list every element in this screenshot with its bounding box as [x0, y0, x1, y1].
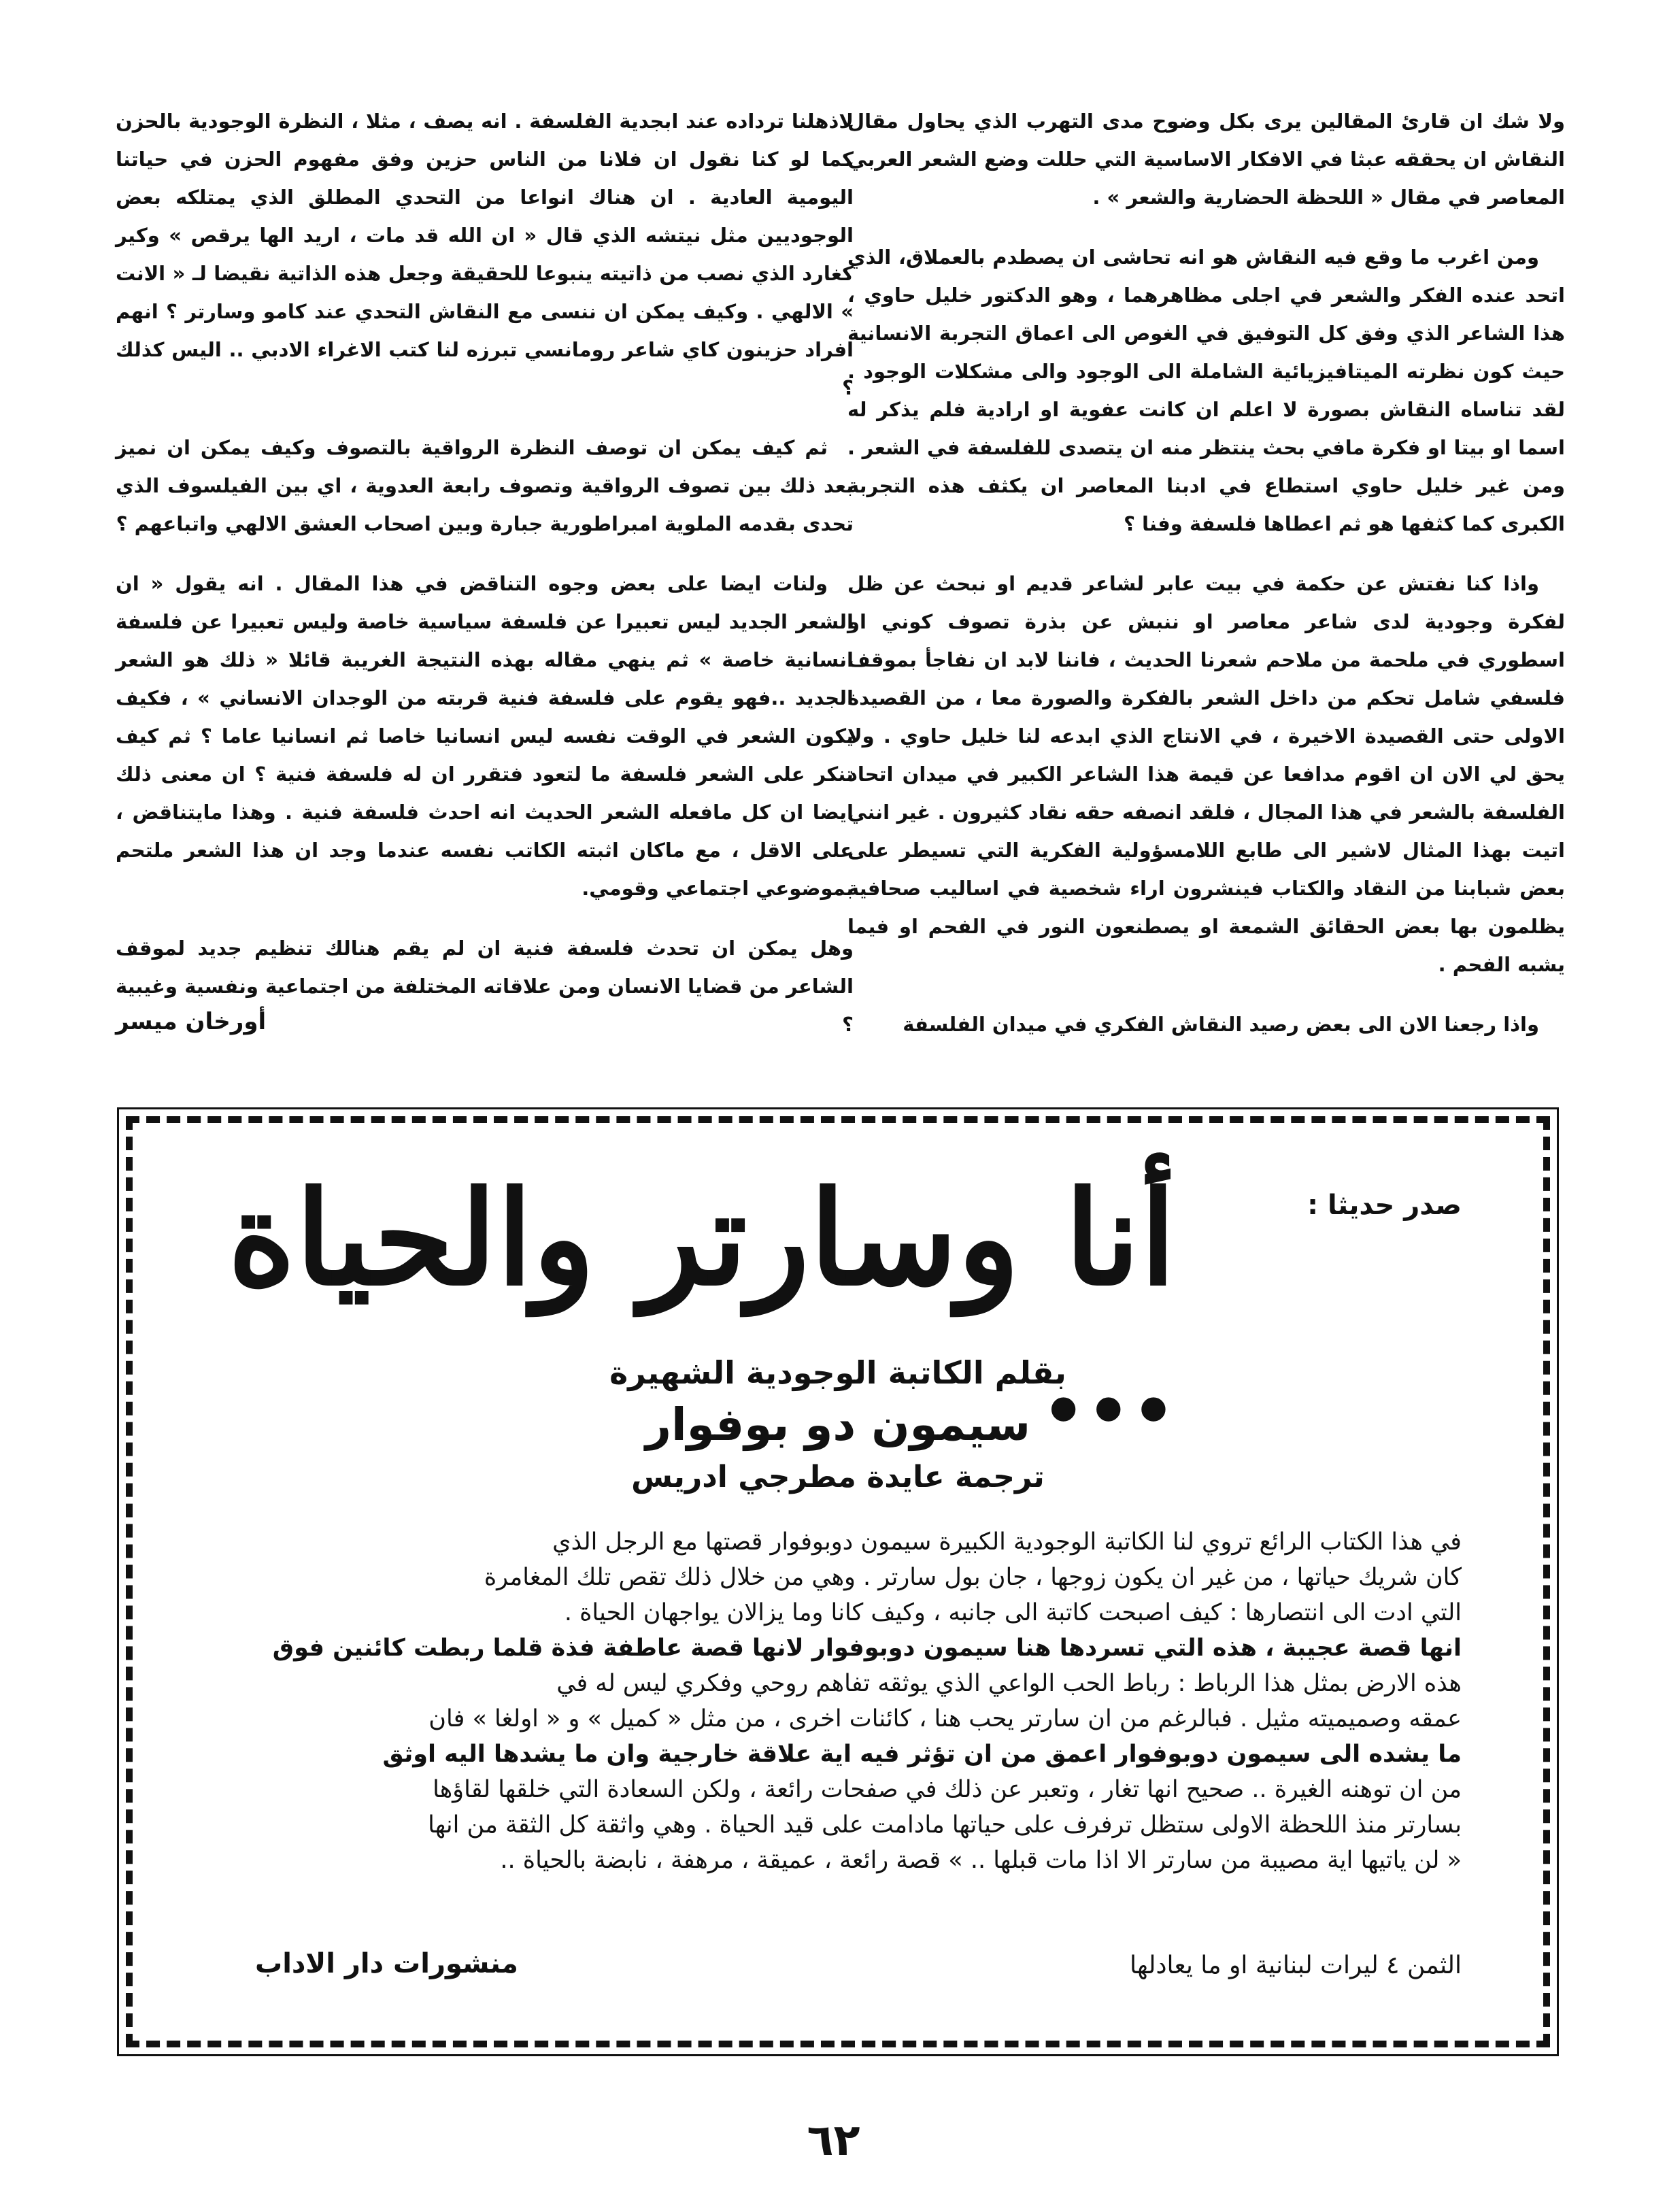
- description-line: التي ادت الى انتصارها : كيف اصبحت كاتبة الى جانبه ، وكيف كانا وما يزالان يواجهان الحياة .: [564, 1599, 1462, 1626]
- description-line: من ان توهنه الغيرة .. صحيح انها تغار ، وتعبر عن ذلك في صفحات رائعة ، ولكن السعادة التي خلقها لقاؤها: [433, 1776, 1462, 1803]
- description-line: ما يشده الى سيمون دوبوفوار اعمق من ان تؤثر فيه اية علاقة خارجية وان ما يشدها اليه اوثق: [382, 1741, 1462, 1768]
- paragraph: واذا رجعنا الان الى بعض رصيد النقاش الفكري في ميدان الفلسفة: [903, 1013, 1539, 1036]
- book-title: أنا وسارتر والحياة ...: [227, 1162, 1176, 1450]
- book-advertisement: [117, 1107, 1559, 2056]
- paragraph: واذا كنا نفتش عن حكمة في بيت عابر لشاعر قديم او نبحث عن ظل لفكرة وجودية لدى شاعر معاصر او ننبش عن بذرة تصوف كوني او اسطوري في ملحمة من ملاحم شعرنا الحديث ، فاننا لابد ان نفاجأ بموقف فلسفي شامل تحكم من داخل الشعر بالفكرة والصورة معا ، من القصيدة الاولى حتى القصيدة الاخيرة ، في الانتاج الذي ابدعه لنا خليل حاوي . ولا يحق لي الان ان اقوم مدافعا عن قيمة هذا الشاعر الكبير في ميدان اتحاد الفلسفة بالشعر في هذا المجال ، فلقد انصفه حقه نقاد كثيرون . غير انني اتيت بهذا المثال لاشير الى طابع اللامسؤولية الفكرية التي تسيطر على بعض شبابنا من النقاد والكتاب فينشرون اراء شخصية في اساليب صحافية يظلمون بها بعض الحقائق الشمعة او يصطنعون النور في الفحم او فيما يشبه الفحم .: [847, 572, 1565, 976]
- article-right-column: [847, 102, 1565, 1065]
- paragraph: ومن اغرب ما وقع فيه النقاش هو انه تحاشى ان يصطدم بالعملاق، الذي اتحد عنده الفكر والشعر في اجلى مظاهرهما ، وهو الدكتور خليل حاوي ، هذا الشاعر الذي وفق كل التوفيق في الغوص الى اعماق التجربة الانسانية حيث كون نظرته الميتافيزيائية الشاملة الى الوجود والى مشكلات الوجود . لقد تناساه النقاش بصورة لا اعلم ان كانت عفوية او ارادية فلم يذكر له اسما او بيتا او فكرة مافي بحث ينتظر منه ان يتصدى للفلسفة في الشعر . ومن غير خليل حاوي استطاع في ادبنا المعاصر ان يكثف هذه التجربة الكبرى كما كثفها هو ثم اعطاها فلسفة وفنا ؟: [847, 246, 1565, 535]
- description-line: في هذا الكتاب الرائع تروي لنا الكاتبة الوجودية الكبيرة سيمون دوبوفوار قصتها مع الرجل الذي: [552, 1528, 1462, 1556]
- book-author-name: سيمون دو بوفوار: [645, 1398, 1031, 1451]
- paragraph: وهل يمكن ان تحدث فلسفة فنية ان لم يقم هنالك تنظيم جديد لموقف الشاعر من قضايا الانسان ومن علاقاته المختلفة من اجتماعية ونفسية وغيبية ؟: [116, 937, 854, 1036]
- paragraph: لاذهلنا ترداده عند ابجدية الفلسفة . انه يصف ، مثلا ، النظرة الوجودية بالحزن كما لو كنا نقول ان فلانا من الناس حزين وفق مفهوم الحزن في حياتنا اليومية العادية . ان هناك انواعا من التحدي المطلق الذي يمتلكه بعض الوجوديين مثل نيتشه الذي قال « ان الله قد مات ، اريد الها يرقص » وكير كغارد الذي نصب من ذاتيته ينبوعا للحقيقة وجعل هذه الذاتية نقيضا لـ « الانت » الالهي . وكيف يمكن ان ننسى مع النقاش التحدي عند كامو وسارتر ؟ انهم افراد حزينون كاي شاعر رومانسي تبرزه لنا كتب الاغراء الادبي .. اليس كذلك ؟: [116, 110, 854, 399]
- article-left-column: [116, 102, 854, 1065]
- description-line: « لن ياتيها اية مصيبة من سارتر الا اذا مات قبلها .. » قصة رائعة ، عميقة ، مرهفة ، نابضة بالحياة ..: [500, 1847, 1462, 1874]
- paragraph: ولنات ايضا على بعض وجوه التناقض في هذا المقال . انه يقول « ان الشعر الجديد ليس تعبيرا عن فلسفة سياسية خاصة وليس تعبيرا عن فلسفة انسانية خاصة » ثم ينهي مقاله بهذه النتيجة الغريبة قائلا « ذلك هو الشعر الجديد ..فهو يقوم على فلسفة فنية قربته من الوجدان الانساني » ، فكيف يكون الشعر في الوقت نفسه ليس انسانيا خاصا ثم انسانيا عاما ؟ ثم كيف تنكر على الشعر فلسفة ما لتعود فتقرر ان له فلسفة فنية ؟ ان معنى ذلك ايضا ان كل مافعله الشعر الحديث انه احدث فلسفة فنية . وهذا مايتناقض ، على الاقل ، مع ماكان اثبته الكاتب نفسه عندما وجد ان هذا الشعر ملتحم بموضوعي اجتماعي وقومي.: [116, 572, 854, 900]
- description-line: كان شريك حياتها ، من غير ان يكون زوجها ، جان بول سارتر . وهي من خلال ذلك تقص تلك المغامرة: [484, 1564, 1462, 1591]
- price: الثمن ٤ ليرات لبنانية او ما يعادلها: [1129, 1951, 1462, 1979]
- description-line: بسارتر منذ اللحظة الاولى ستظل ترفرف على حياتها مادامت على قيد الحياة . وهي واثقة كل الثقة من انها: [428, 1811, 1462, 1839]
- book-description: [207, 1524, 1462, 1878]
- description-line: انها قصة عجيبة ، هذه التي تسردها هنا سيمون دوبوفوار لانها قصة عاطفة فذة قلما ربطت كائنين فوق: [272, 1635, 1462, 1662]
- paragraph: ثم كيف يمكن ان توصف النظرة الرواقية بالتصوف وكيف يمكن ان نميز بعد ذلك بين تصوف الرواقية وتصوف رابعة العدوية ، اي بين الفيلسوف الذي تحدى بقدمه الملوية امبراطورية جبارة وبين اصحاب العشق الالهي واتباعهم ؟: [116, 436, 854, 535]
- translator: ترجمة عايدة مطرجي ادريس: [631, 1460, 1045, 1494]
- article-author: أورخان ميسر: [116, 1008, 267, 1035]
- description-line: هذه الارض بمثل هذا الرباط : رباط الحب الواعي الذي يوثقه تفاهم روحي وفكري ليس له في: [556, 1670, 1462, 1697]
- publisher: منشورات دار الاداب: [255, 1948, 518, 1979]
- description-line: عمقه وصميميته مثيل . فبالرغم من ان سارتر يحب هنا ، كائنات اخرى ، من مثل « كميل » و « اولغا » فان: [428, 1705, 1462, 1732]
- published-label: صدر حديثا :: [1307, 1190, 1462, 1221]
- byline: بقلم الكاتبة الوجودية الشهيرة: [609, 1354, 1066, 1391]
- page-number: ٦٢: [807, 2115, 860, 2166]
- paragraph: ولا شك ان قارئ المقالين يرى بكل وضوح مدى التهرب الذي يحاول مقال النقاش ان يحققه عبثا في الافكار الاساسية التي حللت وضع الشعر العربي المعاصر في مقال « اللحظة الحضارية والشعر » .: [847, 110, 1565, 209]
